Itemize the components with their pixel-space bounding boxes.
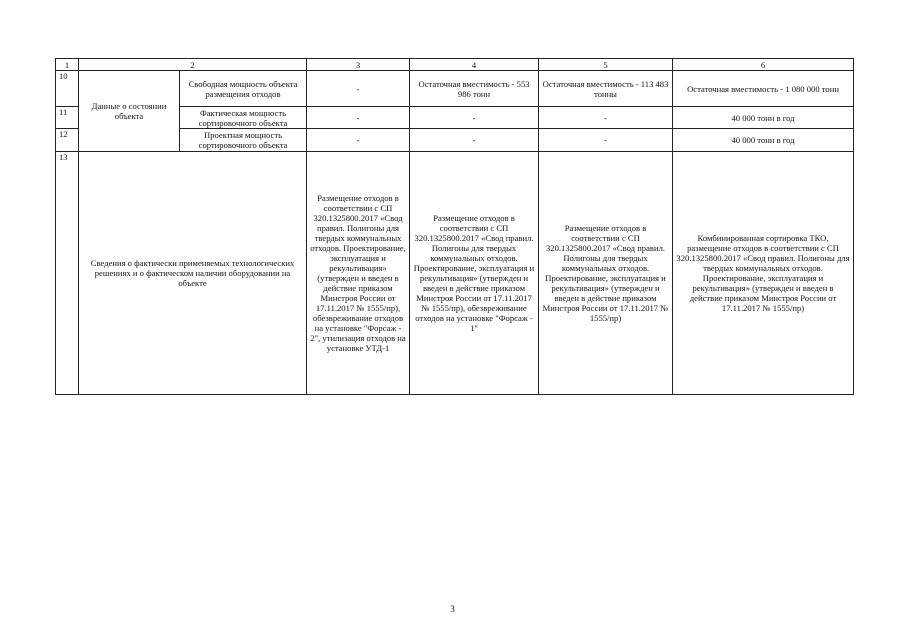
table-cell: Комбинированная сортировка ТКО, размещение отходов в соответствии с СП 320.1325800.2017 «Свод правил. Полигоны для твердых коммунальных отходов. Проектирование, эксплуатация и рекультивация» (утвержден и введен в действие приказом Минстроя России от 17.11.2017 № 1555/пр) — [673, 152, 854, 395]
table-cell: Остаточная вместимость - 553 986 тонн — [410, 71, 539, 107]
header-cell: 6 — [673, 59, 854, 71]
page-number: 3 — [450, 604, 455, 614]
table-cell: - — [307, 129, 410, 152]
sub-label: Фактическая мощность сортировочного объекта — [180, 107, 307, 129]
table-cell: 40 000 тонн в год — [673, 107, 854, 129]
table-cell: - — [307, 71, 410, 107]
table-row — [56, 71, 854, 107]
header-cell: 2 — [79, 59, 307, 71]
table-cell: - — [410, 129, 539, 152]
table-cell: Размещение отходов в соответствии с СП 320.1325800.2017 «Свод правил. Полигоны для твердых коммунальных отходов. Проектирование, эксплуатация и рекультивация» (утвержден и введен в действие приказом Минстроя России от 17.11.2017 № 1555/пр), обезвреживание отходов на установке "Форсаж - 1" — [410, 152, 539, 395]
table-cell: Остаточная вместимость - 113 483 тонны — [539, 71, 673, 107]
table-cell: - — [539, 129, 673, 152]
header-row — [56, 59, 854, 71]
table-cell: 40 000 тонн в год — [673, 129, 854, 152]
row-label: Сведения о фактически применяемых технологических решениях и о фактическом наличии оборудовании на объекте — [79, 152, 307, 395]
header-cell: 3 — [307, 59, 410, 71]
table-cell: - — [539, 107, 673, 129]
table-cell: - — [410, 107, 539, 129]
table-row — [56, 152, 854, 395]
sub-label: Проектная мощность сортировочного объекта — [180, 129, 307, 152]
waste-facility-table — [55, 58, 854, 395]
table-cell: Размещение отходов в соответствии с СП 320.1325800.2017 «Свод правил. Полигоны для твердых коммунальных отходов. Проектирование, эксплуатация и рекультивация» (утвержден и введен в действие приказом Минстроя России от 17.11.2017 № 1555/пр), обезвреживание отходов на установке "Форсаж - 2", утилизация отходов на установке УТД-1 — [307, 152, 410, 395]
table-cell: Остаточная вместимость - 1 080 000 тонн — [673, 71, 854, 107]
row-number: 11 — [56, 107, 79, 129]
header-cell: 5 — [539, 59, 673, 71]
header-cell: 1 — [56, 59, 79, 71]
table-cell: Размещение отходов в соответствии с СП 320.1325800.2017 «Свод правил. Полигоны для твердых коммунальных отходов. Проектирование, эксплуатация и рекультивация» (утвержден и введен в действие приказом Минстроя России от 17.11.2017 № 1555/пр) — [539, 152, 673, 395]
header-cell: 4 — [410, 59, 539, 71]
sub-label: Свободная мощность объекта размещения отходов — [180, 71, 307, 107]
table-cell: - — [307, 107, 410, 129]
row-number: 12 — [56, 129, 79, 152]
row-number: 10 — [56, 71, 79, 107]
group-label: Данные о состоянии объекта — [79, 71, 180, 152]
row-number: 13 — [56, 152, 79, 395]
